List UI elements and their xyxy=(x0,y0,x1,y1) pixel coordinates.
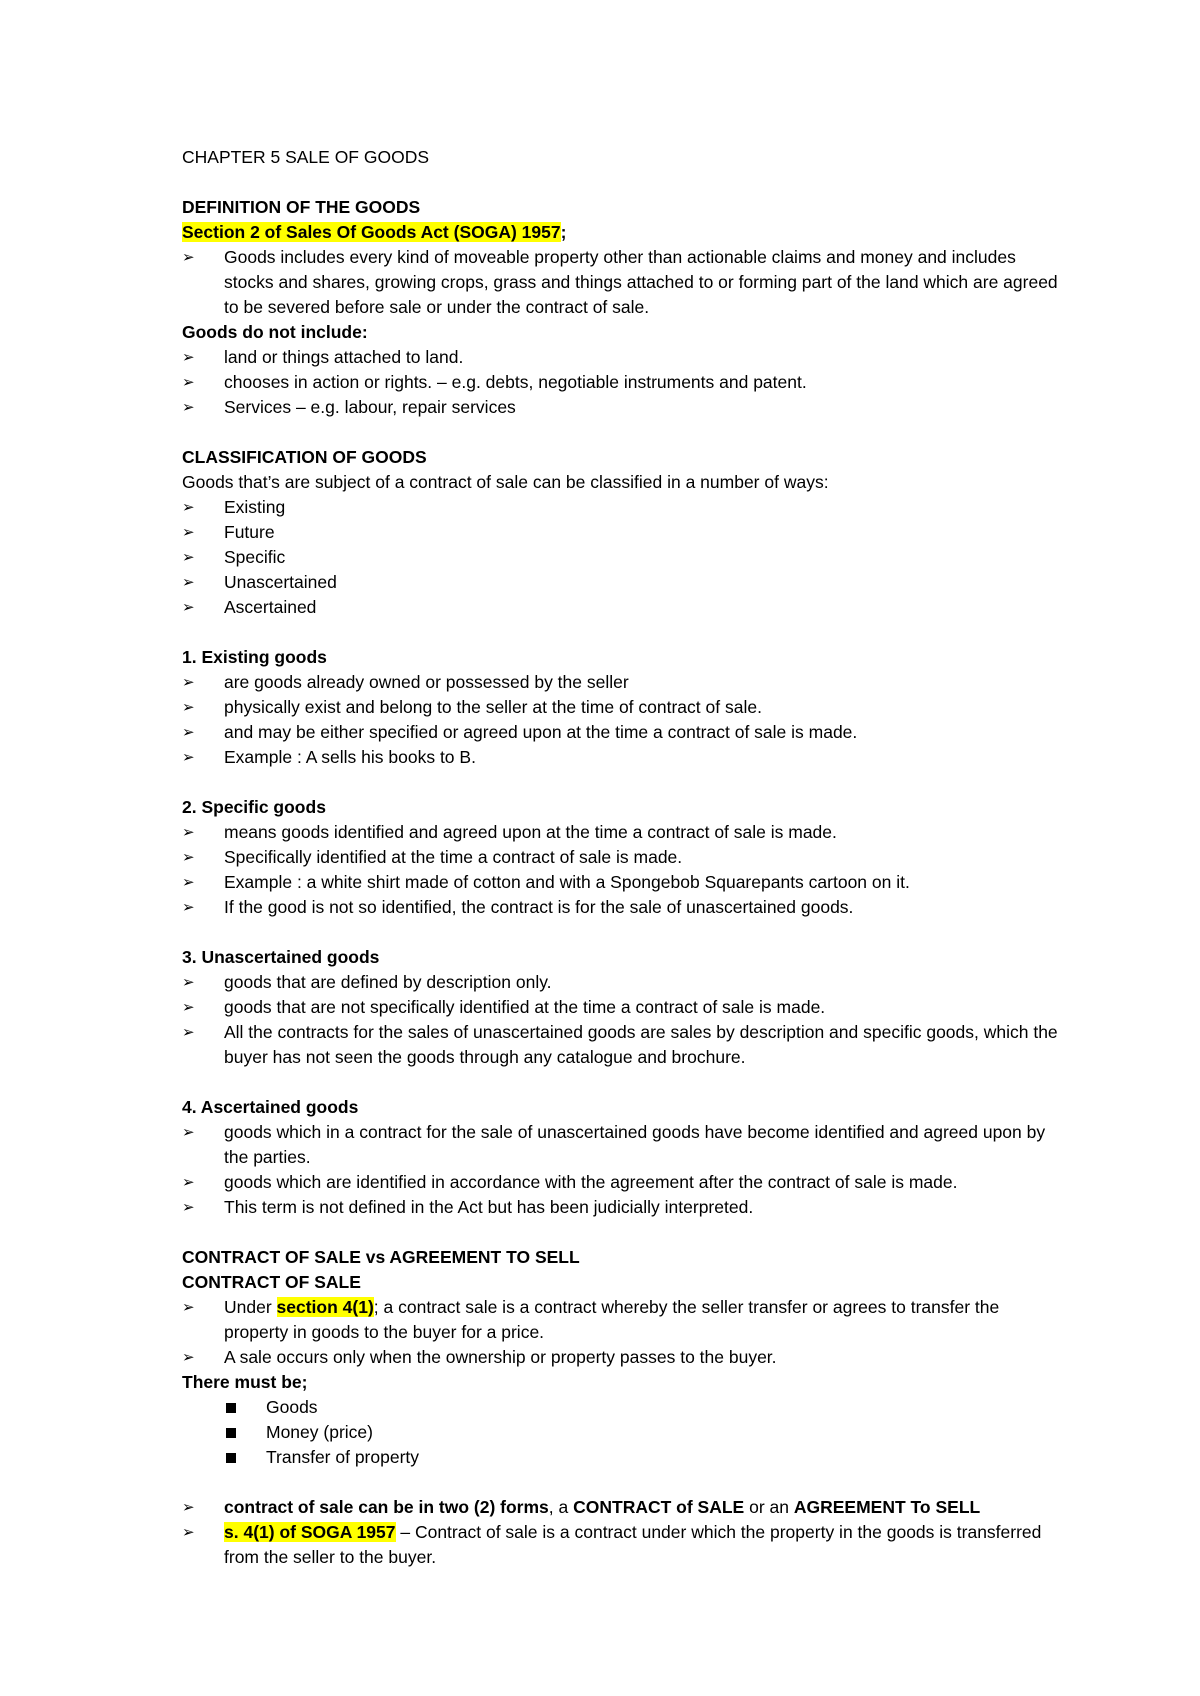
arrowhead-bullet-icon: ➢ xyxy=(182,1348,195,1366)
list-item: ➢ Services – e.g. labour, repair services xyxy=(182,395,1062,420)
arrowhead-bullet-icon: ➢ xyxy=(182,1298,195,1316)
list-item: ➢ Under section 4(1); a contract sale is a contract whereby the seller transfer or agrees to transfer the property in goods to the buyer for a price. xyxy=(182,1297,1000,1342)
list-item: ➢ Specific xyxy=(182,545,1062,570)
definition-section-ref: Section 2 of Sales Of Goods Act (SOGA) 1957; xyxy=(182,222,567,242)
list-item: ➢ goods which are identified in accordance with the agreement after the contract of sale is made. xyxy=(182,1170,1062,1195)
list-item: ➢ This term is not defined in the Act but has been judicially interpreted. xyxy=(182,1195,1062,1220)
arrowhead-bullet-icon: ➢ xyxy=(182,523,195,541)
unascertained-heading: 3. Unascertained goods xyxy=(182,947,380,967)
contract-heading: CONTRACT OF SALE vs AGREEMENT TO SELL xyxy=(182,1247,580,1267)
list-item: Goods xyxy=(182,1395,1062,1420)
arrowhead-bullet-icon: ➢ xyxy=(182,723,195,741)
arrowhead-bullet-icon: ➢ xyxy=(182,1523,195,1541)
list-item: Money (price) xyxy=(182,1420,1062,1445)
list-item: ➢ Example : a white shirt made of cotton and with a Spongebob Squarepants cartoon on it. xyxy=(182,870,1062,895)
arrowhead-bullet-icon: ➢ xyxy=(182,898,195,916)
arrowhead-bullet-icon: ➢ xyxy=(182,1023,195,1041)
list-item: ➢ Goods includes every kind of moveable property other than actionable claims and money and includes stocks and shares, growing crops, grass and things attached to or forming part of the land which are agreed to be severed before sale or under the contract of sale. xyxy=(182,247,1058,317)
ascertained-heading: 4. Ascertained goods xyxy=(182,1097,359,1117)
arrowhead-bullet-icon: ➢ xyxy=(182,673,195,691)
arrowhead-bullet-icon: ➢ xyxy=(182,973,195,991)
not-include-heading: Goods do not include: xyxy=(182,322,368,342)
list-item: ➢ Existing xyxy=(182,495,1062,520)
arrowhead-bullet-icon: ➢ xyxy=(182,573,195,591)
specific-heading: 2. Specific goods xyxy=(182,797,326,817)
list-item: Transfer of property xyxy=(182,1445,1062,1470)
list-item: ➢ and may be either specified or agreed upon at the time a contract of sale is made. xyxy=(182,720,1062,745)
list-item: ➢ Unascertained xyxy=(182,570,1062,595)
list-item: ➢ contract of sale can be in two (2) forms, a CONTRACT of SALE or an AGREEMENT To SELL xyxy=(182,1495,1062,1520)
section-4-1-highlight: section 4(1) xyxy=(276,1297,374,1317)
list-item: ➢ goods that are not specifically identified at the time a contract of sale is made. xyxy=(182,995,1062,1020)
arrowhead-bullet-icon: ➢ xyxy=(182,748,195,766)
list-item: ➢ goods that are defined by description only. xyxy=(182,970,1062,995)
arrowhead-bullet-icon: ➢ xyxy=(182,248,195,266)
list-item: ➢ Specifically identified at the time a contract of sale is made. xyxy=(182,845,1062,870)
arrowhead-bullet-icon: ➢ xyxy=(182,373,195,391)
square-bullet-icon xyxy=(226,1403,236,1413)
existing-heading: 1. Existing goods xyxy=(182,647,327,667)
contract-subheading: CONTRACT OF SALE xyxy=(182,1272,361,1292)
arrowhead-bullet-icon: ➢ xyxy=(182,1123,195,1141)
arrowhead-bullet-icon: ➢ xyxy=(182,498,195,516)
arrowhead-bullet-icon: ➢ xyxy=(182,848,195,866)
arrowhead-bullet-icon: ➢ xyxy=(182,398,195,416)
definition-heading: DEFINITION OF THE GOODS xyxy=(182,197,421,217)
list-item: ➢ chooses in action or rights. – e.g. debts, negotiable instruments and patent. xyxy=(182,370,1062,395)
document-body xyxy=(182,145,1062,1570)
list-item: ➢ Future xyxy=(182,520,1062,545)
arrowhead-bullet-icon: ➢ xyxy=(182,1173,195,1191)
s41-highlight: s. 4(1) of SOGA 1957 xyxy=(224,1522,396,1542)
list-item: ➢ s. 4(1) of SOGA 1957 – Contract of sale is a contract under which the property in the goods is transferred from the seller to the buyer. xyxy=(182,1522,1042,1567)
list-item: ➢ Example : A sells his books to B. xyxy=(182,745,1062,770)
list-item: ➢ land or things attached to land. xyxy=(182,345,1062,370)
section-ref-highlight: Section 2 of Sales Of Goods Act (SOGA) 1957 xyxy=(182,222,561,242)
arrowhead-bullet-icon: ➢ xyxy=(182,998,195,1016)
arrowhead-bullet-icon: ➢ xyxy=(182,698,195,716)
arrowhead-bullet-icon: ➢ xyxy=(182,348,195,366)
arrowhead-bullet-icon: ➢ xyxy=(182,598,195,616)
arrowhead-bullet-icon: ➢ xyxy=(182,1498,195,1516)
list-item: ➢ All the contracts for the sales of unascertained goods are sales by description and specific goods, which the buyer has not seen the goods through any catalogue and brochure. xyxy=(182,1022,1058,1067)
arrowhead-bullet-icon: ➢ xyxy=(182,873,195,891)
square-bullet-icon xyxy=(226,1428,236,1438)
list-item: ➢ physically exist and belong to the seller at the time of contract of sale. xyxy=(182,695,1062,720)
arrowhead-bullet-icon: ➢ xyxy=(182,1198,195,1216)
must-be-heading: There must be; xyxy=(182,1372,308,1392)
list-item: ➢ means goods identified and agreed upon at the time a contract of sale is made. xyxy=(182,820,1062,845)
classification-intro: Goods that’s are subject of a contract of sale can be classified in a number of ways: xyxy=(182,472,829,492)
list-item: ➢ Ascertained xyxy=(182,595,1062,620)
list-item: ➢ A sale occurs only when the ownership or property passes to the buyer. xyxy=(182,1345,1062,1370)
arrowhead-bullet-icon: ➢ xyxy=(182,823,195,841)
list-item: ➢ are goods already owned or possessed by the seller xyxy=(182,670,1062,695)
arrowhead-bullet-icon: ➢ xyxy=(182,548,195,566)
list-item: ➢ goods which in a contract for the sale of unascertained goods have become identified and agreed upon by the parties. xyxy=(182,1122,1046,1167)
classification-heading: CLASSIFICATION OF GOODS xyxy=(182,447,427,467)
square-bullet-icon xyxy=(226,1453,236,1463)
chapter-title: CHAPTER 5 SALE OF GOODS xyxy=(182,147,429,167)
list-item: ➢ If the good is not so identified, the contract is for the sale of unascertained goods. xyxy=(182,895,1062,920)
